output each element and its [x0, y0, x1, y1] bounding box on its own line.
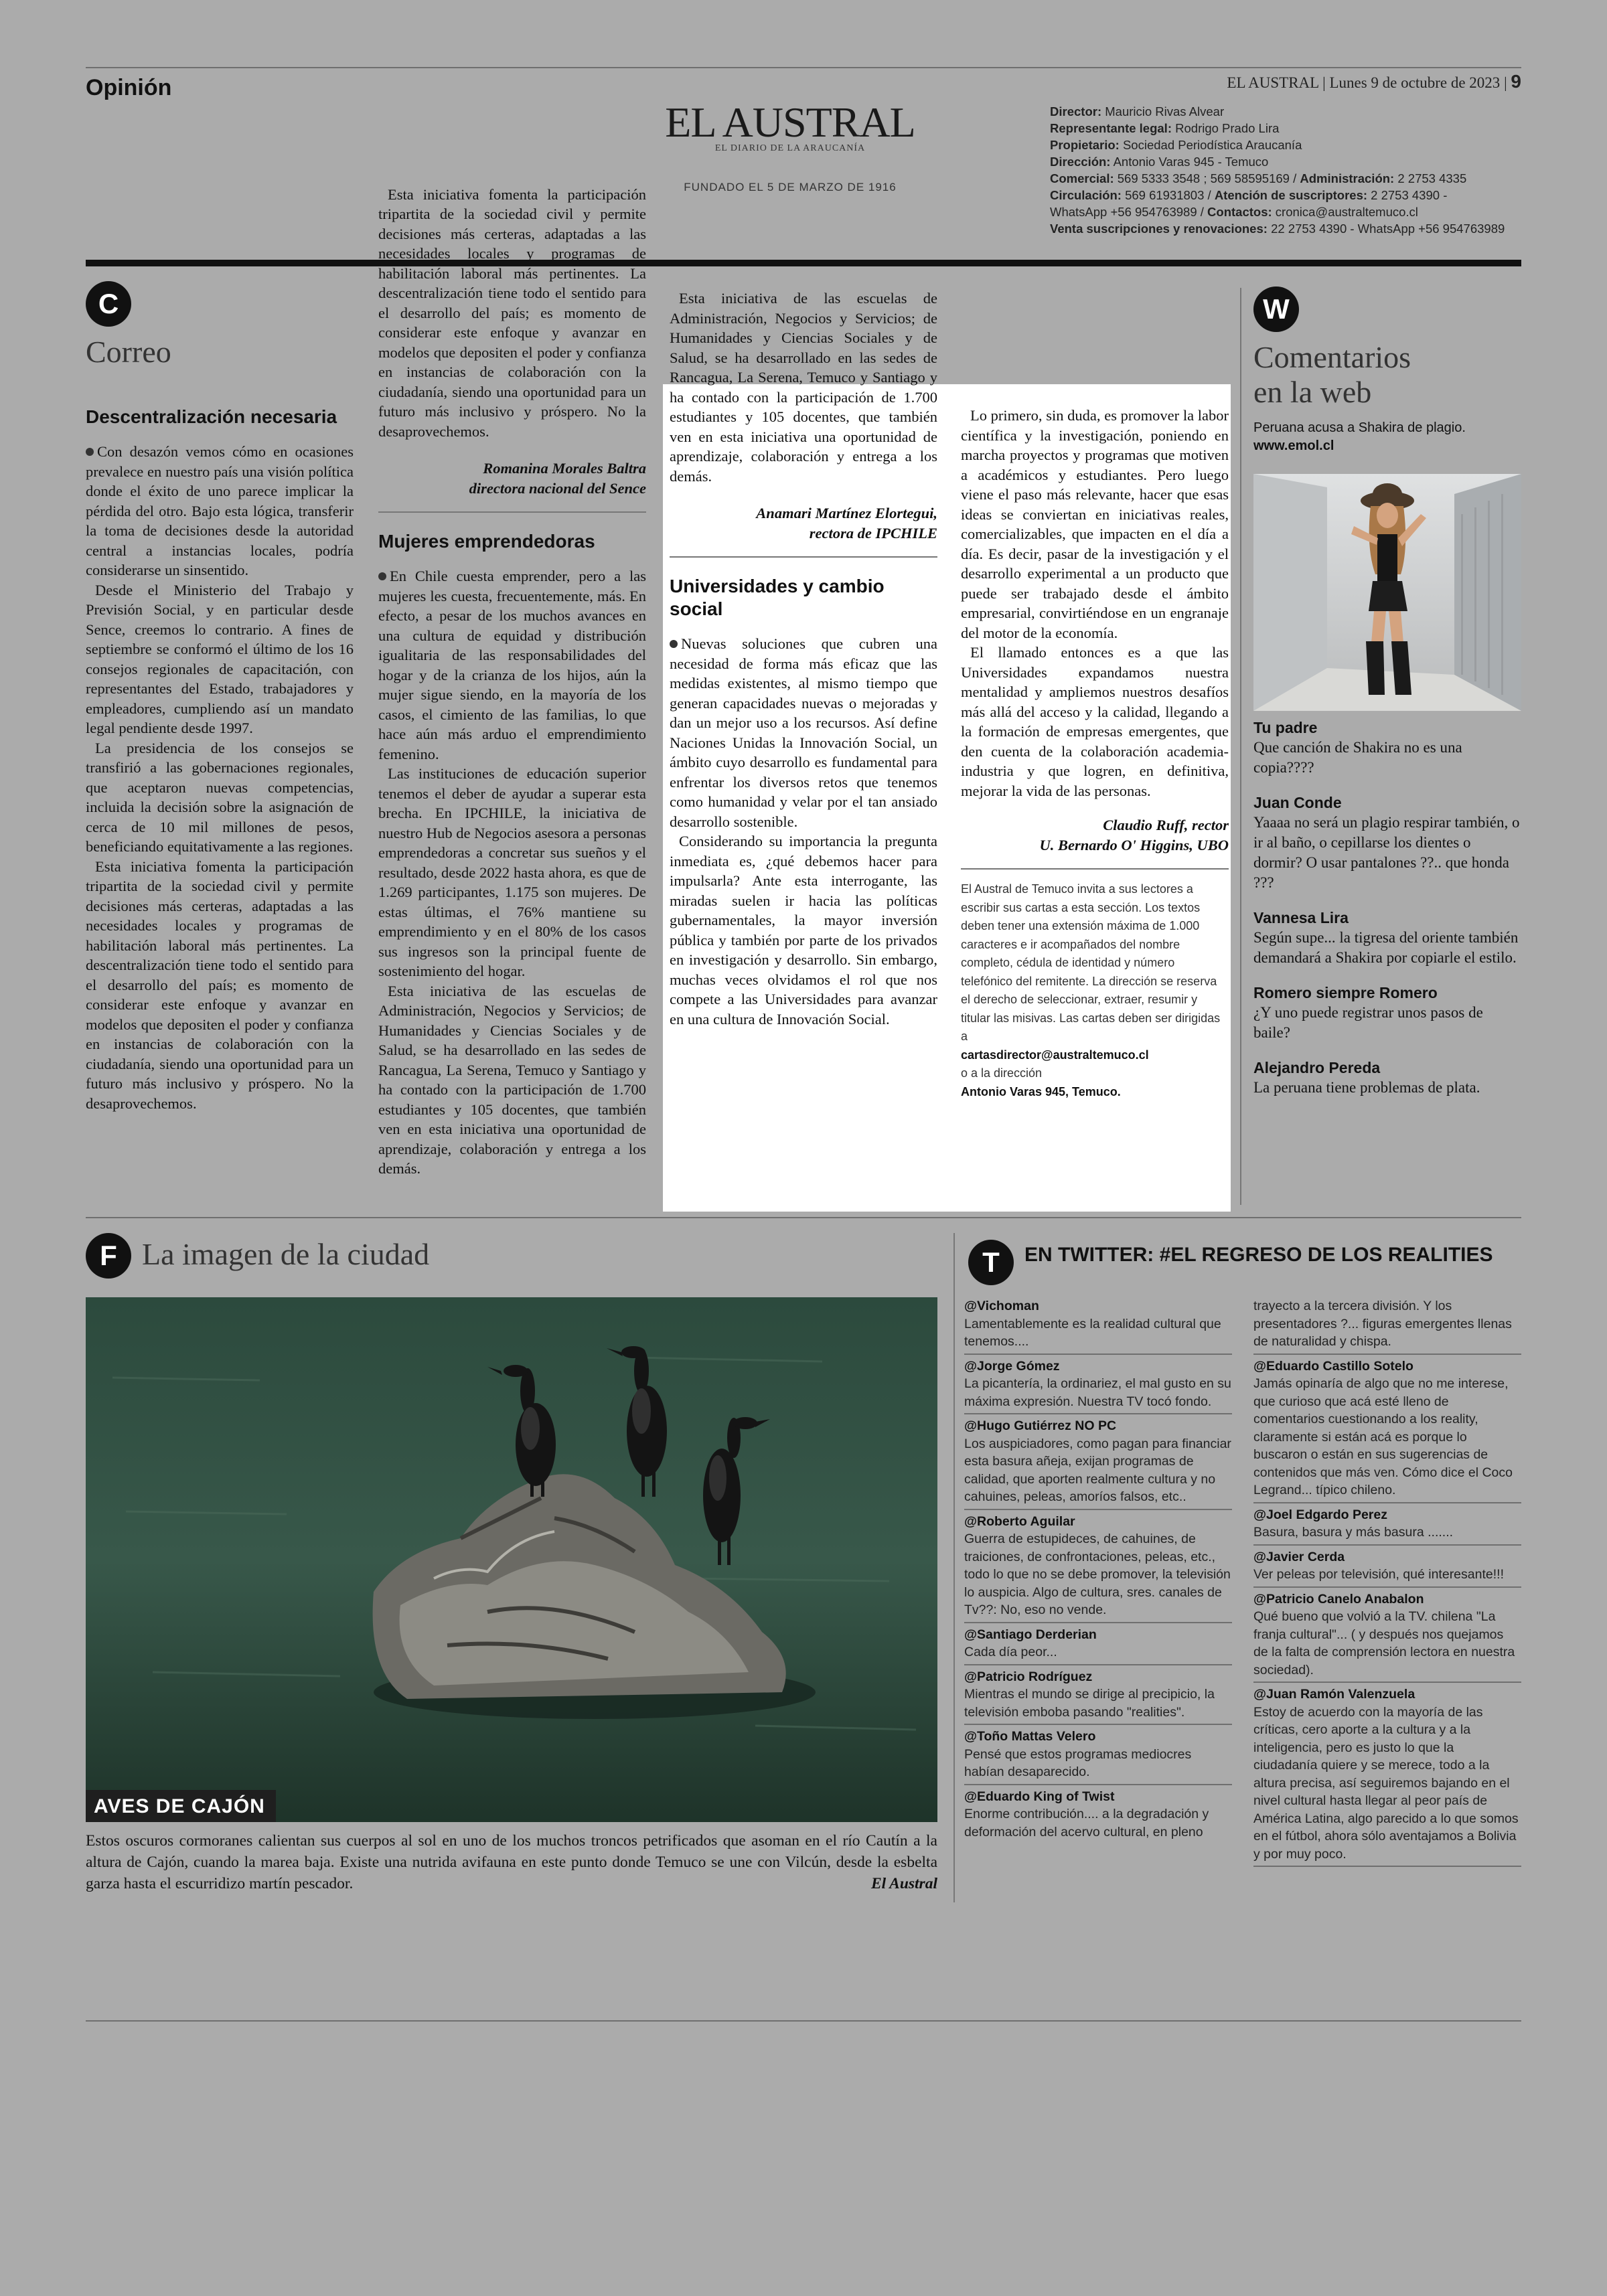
issue-date: Lunes 9 de octubre de 2023 [1329, 74, 1501, 91]
tweet: @Roberto Aguilar Guerra de estupideces, de cahuines, de traiciones, de confrontaciones, peleas, etc., todo lo que no se debe promover, la televisión lo auspicia. Algo de cultura, sres. canales de Tv??: No, eso no vende. [964, 1513, 1232, 1623]
tweet: @Eduardo Castillo Sotelo Jamás opinaría de algo que no me interese, que curioso que acá esté lleno de comentarios cuestionando a los reality, claramente si están acá es porque lo buscaron o están en sus sugerencias de contenidos que más ven. Cómo dice el Coco Legrand... típico chileno. [1253, 1358, 1521, 1503]
comment-text: Yaaaa no será un plagio respirar también, o ir al baño, o cepillarse los dientes o dormir? O usar pantalones ??.. que honda ??? [1253, 814, 1520, 891]
tweet-continuation: trayecto a la tercera división. Y los presentadores ?... figuras emergentes llenas de naturalidad y chispa. [1253, 1297, 1521, 1355]
bullet-icon [378, 572, 386, 580]
commenter-name: Vannesa Lira [1253, 909, 1349, 926]
tweet: @Toño Mattas Velero Pensé que estos programas mediocres habían desaparecido. [964, 1728, 1232, 1785]
comment-text: ¿Y uno puede registrar unos pasos de baile? [1253, 1004, 1483, 1041]
cormorant-photo [86, 1297, 937, 1822]
correo-title: Correo [86, 335, 171, 369]
web-title: Comentarios en la web [1253, 340, 1411, 409]
tweet: @Hugo Gutiérrez NO PC Los auspiciadores, como pagan para financiar esta basura añeja, exijan programas de calidad, que aporten realmente cultura y no cahuines, peleas, amoríos falsos, etc.. [964, 1417, 1232, 1510]
letter-headline: Mujeres emprendedoras [378, 531, 595, 552]
paragraph: La presidencia de los consejos se transfirió a las gobernaciones regionales, que aceptaron nuevas competencias, incluida la decisión sobre la asignación de cerca de 10 mil millones de pesos, beneficiando equitativamente a las regiones. [86, 739, 354, 855]
divider [378, 511, 646, 513]
letter-headline: Universidades y cambio social [670, 576, 885, 619]
staff-line: Representante legal: Rodrigo Prado Lira [1050, 121, 1280, 135]
twitter-badge: T [968, 1240, 1014, 1285]
commenter-name: Tu padre [1253, 719, 1318, 736]
commenter-name: Romero siempre Romero [1253, 984, 1438, 1001]
paragraph: Desde el Ministerio del Trabajo y Previsión Social, y en particular desde Sence, creemos lo contrario. A fines de septiembre se conformó el último de los 16 consejos regionales de capacitación, con representantes del Estado, trabajadores y empleadores, cumpliendo así un mandato legal pendiente desde 1997. [86, 581, 354, 736]
tweet: @Santiago Derderian Cada día peor... [964, 1626, 1232, 1665]
comment-text: Según supe... la tigresa del oriente también demandará a Shakira por copiarle el estilo. [1253, 929, 1519, 966]
letter-column-1 [86, 402, 354, 1112]
tweet: @Patricio Rodríguez Mientras el mundo se dirige al precipicio, la televisión emboba pasando "realities". [964, 1668, 1232, 1726]
paragraph: Las instituciones de educación superior tenemos el deber de ayudar a superar esta brecha. En IPCHILE, la iniciativa de nuestro Hub de Negocios asesora a personas emprendedoras a concretar sus sueños y el resultado, desde 2022 hasta ahora, es que de 1.269 participantes, 1.175 son mujeres. De estas últimas, el 76% mantiene su emprendimiento y en el 80% de los casos sus ingresos son la principal fuente de sostenimiento del hogar. [378, 765, 646, 979]
tweet: @Patricio Canelo Anabalon Qué bueno que volvió a la TV. chilena "La franja cultural"... ( y después nos quejamos de la falta de comprensión lectora en nuestra sociedad). [1253, 1590, 1521, 1684]
paragraph: Esta iniciativa de las escuelas de Administración, Negocios y Servicios; de Humanidades y Ciencias Sociales y de Salud, se ha desarrollado en las sedes de Rancagua, La Serena, Temuco y Santiago y ha contado con la participación de 1.700 estudiantes y 105 docentes, que también ven en esta iniciativa una oportunidad de aprendizaje, colaboración y entrega a los demás. [378, 982, 646, 1177]
web-story: Peruana acusa a Shakira de plagio. www.emol.cl [1253, 420, 1466, 453]
web-comments [1253, 718, 1521, 1113]
tweet-user[interactable]: @Juan Ramón Valenzuela [1253, 1687, 1415, 1702]
paragraph: Con desazón vemos cómo en ocasiones prevalece en nuestro país una visión política donde el éxito de uno parece implicar la pérdida del otro. Bajo esta lógica, transferir la toma de decisiones desde la autoridad central a instancias locales, podría considerarse un sinsentido. [86, 443, 354, 578]
header-rule [86, 260, 1521, 266]
photo-credit: El Austral [870, 1875, 937, 1892]
tweet: @Javier Cerda Ver peleas por televisión, qué interesante!!! [1253, 1548, 1521, 1588]
logo-text: EL AUSTRAL [665, 98, 915, 146]
page-number: 9 [1511, 71, 1521, 92]
twitter-column-2 [1253, 1297, 1521, 1870]
photo-caption: Estos oscuros cormoranes calientan sus cuerpos al sol en uno de los muchos troncos petrificados que asoman en el río Cautín a la altura de Cajón, cuando la marea baja. Existe una nutrida avifauna en este punto donde Temuco se une con Vilcún, desde la esbelta garza hasta el escurridizo martín pescador. El Austral [86, 1830, 937, 1894]
policy-email[interactable]: cartasdirector@australtemuco.cl [961, 1048, 1149, 1062]
letter-column-2 [378, 185, 646, 1177]
dateline: EL AUSTRAL | Lunes 9 de octubre de 2023 | 9 [1227, 71, 1521, 92]
twitter-column-1 [964, 1297, 1232, 1841]
paragraph: Nuevas soluciones que cubren una necesidad de forma más eficaz que las medidas existentes, al mismo tiempo que generan capacidades nuevas o mejoradas y dan un mejor uso a los recursos. Así define Naciones Unidas la Innovación Social, un ámbito cuyo desarrollo es fundamental para enfrentar los diversos retos que tenemos como humanidad y velar por el tan ansiado desarrollo sostenible. [670, 635, 937, 830]
paragraph: Lo primero, sin duda, es promover la labor científica y la investigación, poniendo en marcha proyectos y programas que motiven a académicos y estudiantes. Pero luego viene el paso más relevante, hacer que esas ideas se conviertan en iniciativas reales, comercializables, que impacten en el día a día. Es decir, pasar de la investigación y el desarrollo experimental a un producto que puede ser trabajado desde el ámbito empresarial, convirtiéndose en un engranaje del motor de la economía. [961, 407, 1229, 641]
commenter-name: Juan Conde [1253, 794, 1342, 811]
column-divider [1240, 288, 1241, 1205]
divider [670, 556, 937, 558]
letter-column-4 [961, 406, 1229, 1101]
paragraph: El llamado entonces es a que las Universidades expandamos nuestra mentalidad y ampliemos nuestros desafíos más allá del acceso y la calidad, llegando a la formación de empresas emergentes, que den cuenta de la colaboración academia-industria y que logren, en definitiva, mejorar la vida de las personas. [961, 644, 1229, 799]
staff-line: Circulación: 569 61931803 / Atención de suscriptores: 2 2753 4390 - [1050, 188, 1448, 202]
paper-name: EL AUSTRAL [1227, 74, 1319, 91]
tweet-user[interactable]: @Eduardo Castillo Sotelo [1253, 1358, 1413, 1374]
founded-line: FUNDADO EL 5 DE MARZO DE 1916 [684, 181, 897, 193]
tweet-user[interactable]: @Patricio Rodríguez [964, 1669, 1093, 1684]
column-divider [953, 1233, 955, 1902]
photo-label: AVES DE CAJÓN [86, 1790, 276, 1822]
bullet-icon [86, 448, 94, 456]
bullet-icon [670, 640, 678, 648]
section-divider [86, 1217, 1521, 1218]
comment-text: La peruana tiene problemas de plata. [1253, 1079, 1480, 1096]
tweet: @Juan Ramón Valenzuela Estoy de acuerdo con la mayoría de las críticas, cero aporte a la cultura y a la inteligencia, pero es justo lo que la ciudadanía quiere y se merece, todo a la altura precisa, así seguiremos bajando en el nivel cultural hasta llegar al peor país de América Latina, algo parecido a lo que somos en el fútbol, ahora sólo aventajamos a Bolivia y por muy poco. [1253, 1686, 1521, 1867]
paragraph: Considerando su importancia la pregunta inmediata es, ¿qué debemos hacer para impulsarla? Ante esta interrogante, las miradas suelen ir hacia las políticas gubernamentales, la mayor inversión pública y también por parte de los privados en investigación y desarrollo. Sin embargo, muchas veces olvidamos el rol que nos compete a las Universidades para avanzar en una cultura de Innovación Social. [670, 833, 937, 1028]
tweet-user[interactable]: @Santiago Derderian [964, 1627, 1097, 1642]
tweet-user[interactable]: @Toño Mattas Velero [964, 1729, 1096, 1744]
staff-line: Director: Mauricio Rivas Alvear [1050, 104, 1225, 118]
tweet-user[interactable]: @Vichoman [964, 1299, 1039, 1313]
tweet-user[interactable]: @Patricio Canelo Anabalon [1253, 1591, 1424, 1607]
letter-signature: Romanina Morales Baltra directora nacional del Sence [469, 460, 646, 497]
imagen-badge: F [86, 1233, 131, 1279]
paragraph: Esta iniciativa fomenta la participación tripartita de la sociedad civil y permite decisiones más certeras, adaptadas a las necesidades locales y programas de habilitación laboral más pertinentes. La descentralización tiene todo el sentido para el desarrollo del país; es momento de considerar este enfoque y avanzar en modelos que depositen el poder y confianza en instancias de colaboración con la ciudadanía, siendo una oportunidad para un futuro más inclusivo y próspero. No la desaprovechemos. [86, 857, 354, 1112]
continuation: Esta iniciativa fomenta la participación tripartita de la sociedad civil y permite decisiones más certeras, adaptadas a las necesidades locales y programas de habilitación laboral más pertinentes. La descentralización tiene todo el sentido para el desarrollo del país; es momento de considerar este enfoque y avanzar en modelos que depositen el poder y confianza en instancias de colaboración con la ciudadanía, siendo una oportunidad para un futuro más inclusivo y próspero. No la desaprovechemos. [378, 185, 646, 440]
shakira-photo [1253, 474, 1521, 711]
staff-line: Comercial: 569 5333 3548 ; 569 58595169 / Administración: 2 2753 4335 [1050, 171, 1467, 185]
tweet: @Joel Edgardo Perez Basura, basura y más basura ....... [1253, 1506, 1521, 1546]
paragraph: En Chile cuesta emprender, pero a las mujeres les cuesta, frecuentemente, más. En efecto, a pesar de los muchos avances en una cultura de equidad y distribución igualitaria de las responsabilidades del hogar y de la crianza de los hijos, aún la mujer sigue siendo, en la mayoría de los casos, el cimiento de las familias, lo que hace aún más arduo el emprendimiento femenino. [378, 568, 646, 762]
staff-box [1050, 103, 1532, 237]
imagen-title: La imagen de la ciudad [142, 1237, 430, 1271]
tweet-user[interactable]: @Joel Edgardo Perez [1253, 1507, 1387, 1522]
tweet-user[interactable]: @Eduardo King of Twist [964, 1789, 1115, 1804]
correo-badge: C [86, 281, 131, 327]
staff-line: Dirección: Antonio Varas 945 - Temuco [1050, 155, 1269, 169]
web-site-link[interactable]: www.emol.cl [1253, 438, 1334, 453]
letter-signature: Anamari Martínez Elortegui, rectora de IPCHILE [756, 505, 937, 542]
staff-line: WhatsApp +56 954763989 / Contactos: cronica@australtemuco.cl [1050, 205, 1418, 219]
tweet-user[interactable]: @Roberto Aguilar [964, 1513, 1075, 1529]
letter-column-3 [670, 290, 937, 1029]
tweet: @Vichoman Lamentablemente es la realidad cultural que tenemos.... [964, 1297, 1232, 1355]
comment-text: Que canción de Shakira no es una copia???? [1253, 739, 1462, 776]
tweet: @Jorge Gómez La picantería, la ordinariez, el mal gusto en su máxima expresión. Nuestra TV tocó fondo. [964, 1358, 1232, 1415]
logo-subtitle: EL DIARIO DE LA ARAUCANÍA [714, 143, 866, 153]
letter-signature: Claudio Ruff, rector U. Bernardo O' Higgins, UBO [1039, 817, 1229, 853]
tweet-user[interactable]: @Jorge Gómez [964, 1358, 1060, 1374]
section-label: Opinión [86, 75, 172, 100]
tweet-user[interactable]: @Javier Cerda [1253, 1549, 1345, 1564]
tweet-user[interactable]: @Hugo Gutiérrez NO PC [964, 1418, 1117, 1433]
continuation: Esta iniciativa de las escuelas de Administración, Negocios y Servicios; de Humanidades y Ciencias Sociales y de Salud, se ha desarrollado en las sedes de Rancagua, La Serena, Temuco y Santiago y ha contado con la participación de 1.700 estudiantes y 105 docentes, que también ven en esta iniciativa una oportunidad de aprendizaje, colaboración y entrega a los demás. [670, 290, 937, 485]
letter-headline: Descentralización necesaria [86, 406, 337, 427]
masthead-logo [643, 100, 937, 194]
staff-line: Propietario: Sociedad Periodística Araucanía [1050, 138, 1302, 152]
letters-policy: El Austral de Temuco invita a sus lectores a escribir sus cartas a esta sección. Los textos deben tener una extensión máxima de 1.000 caracteres e ir acompañados del nombre completo, cédula de identidad y número telefónico del remitente. La dirección se reserva el derecho de seleccionar, extraer, resumir y titular las misivas. Las cartas deben ser dirigidas a cartasdirector@australtemuco.cl o a la dirección Antonio Varas 945, Temuco. [961, 880, 1229, 1101]
footer-rule [86, 2020, 1521, 2022]
commenter-name: Alejandro Pereda [1253, 1059, 1381, 1076]
staff-line: Venta suscripciones y renovaciones: 22 2753 4390 - WhatsApp +56 954763989 [1050, 222, 1505, 236]
tweet: @Eduardo King of Twist Enorme contribución.... a la degradación y deformación del acervo cultural, en pleno [964, 1788, 1232, 1841]
web-badge: W [1253, 286, 1299, 332]
twitter-title: EN TWITTER: #EL REGRESO DE LOS REALITIES [1024, 1244, 1493, 1266]
divider [961, 868, 1229, 870]
